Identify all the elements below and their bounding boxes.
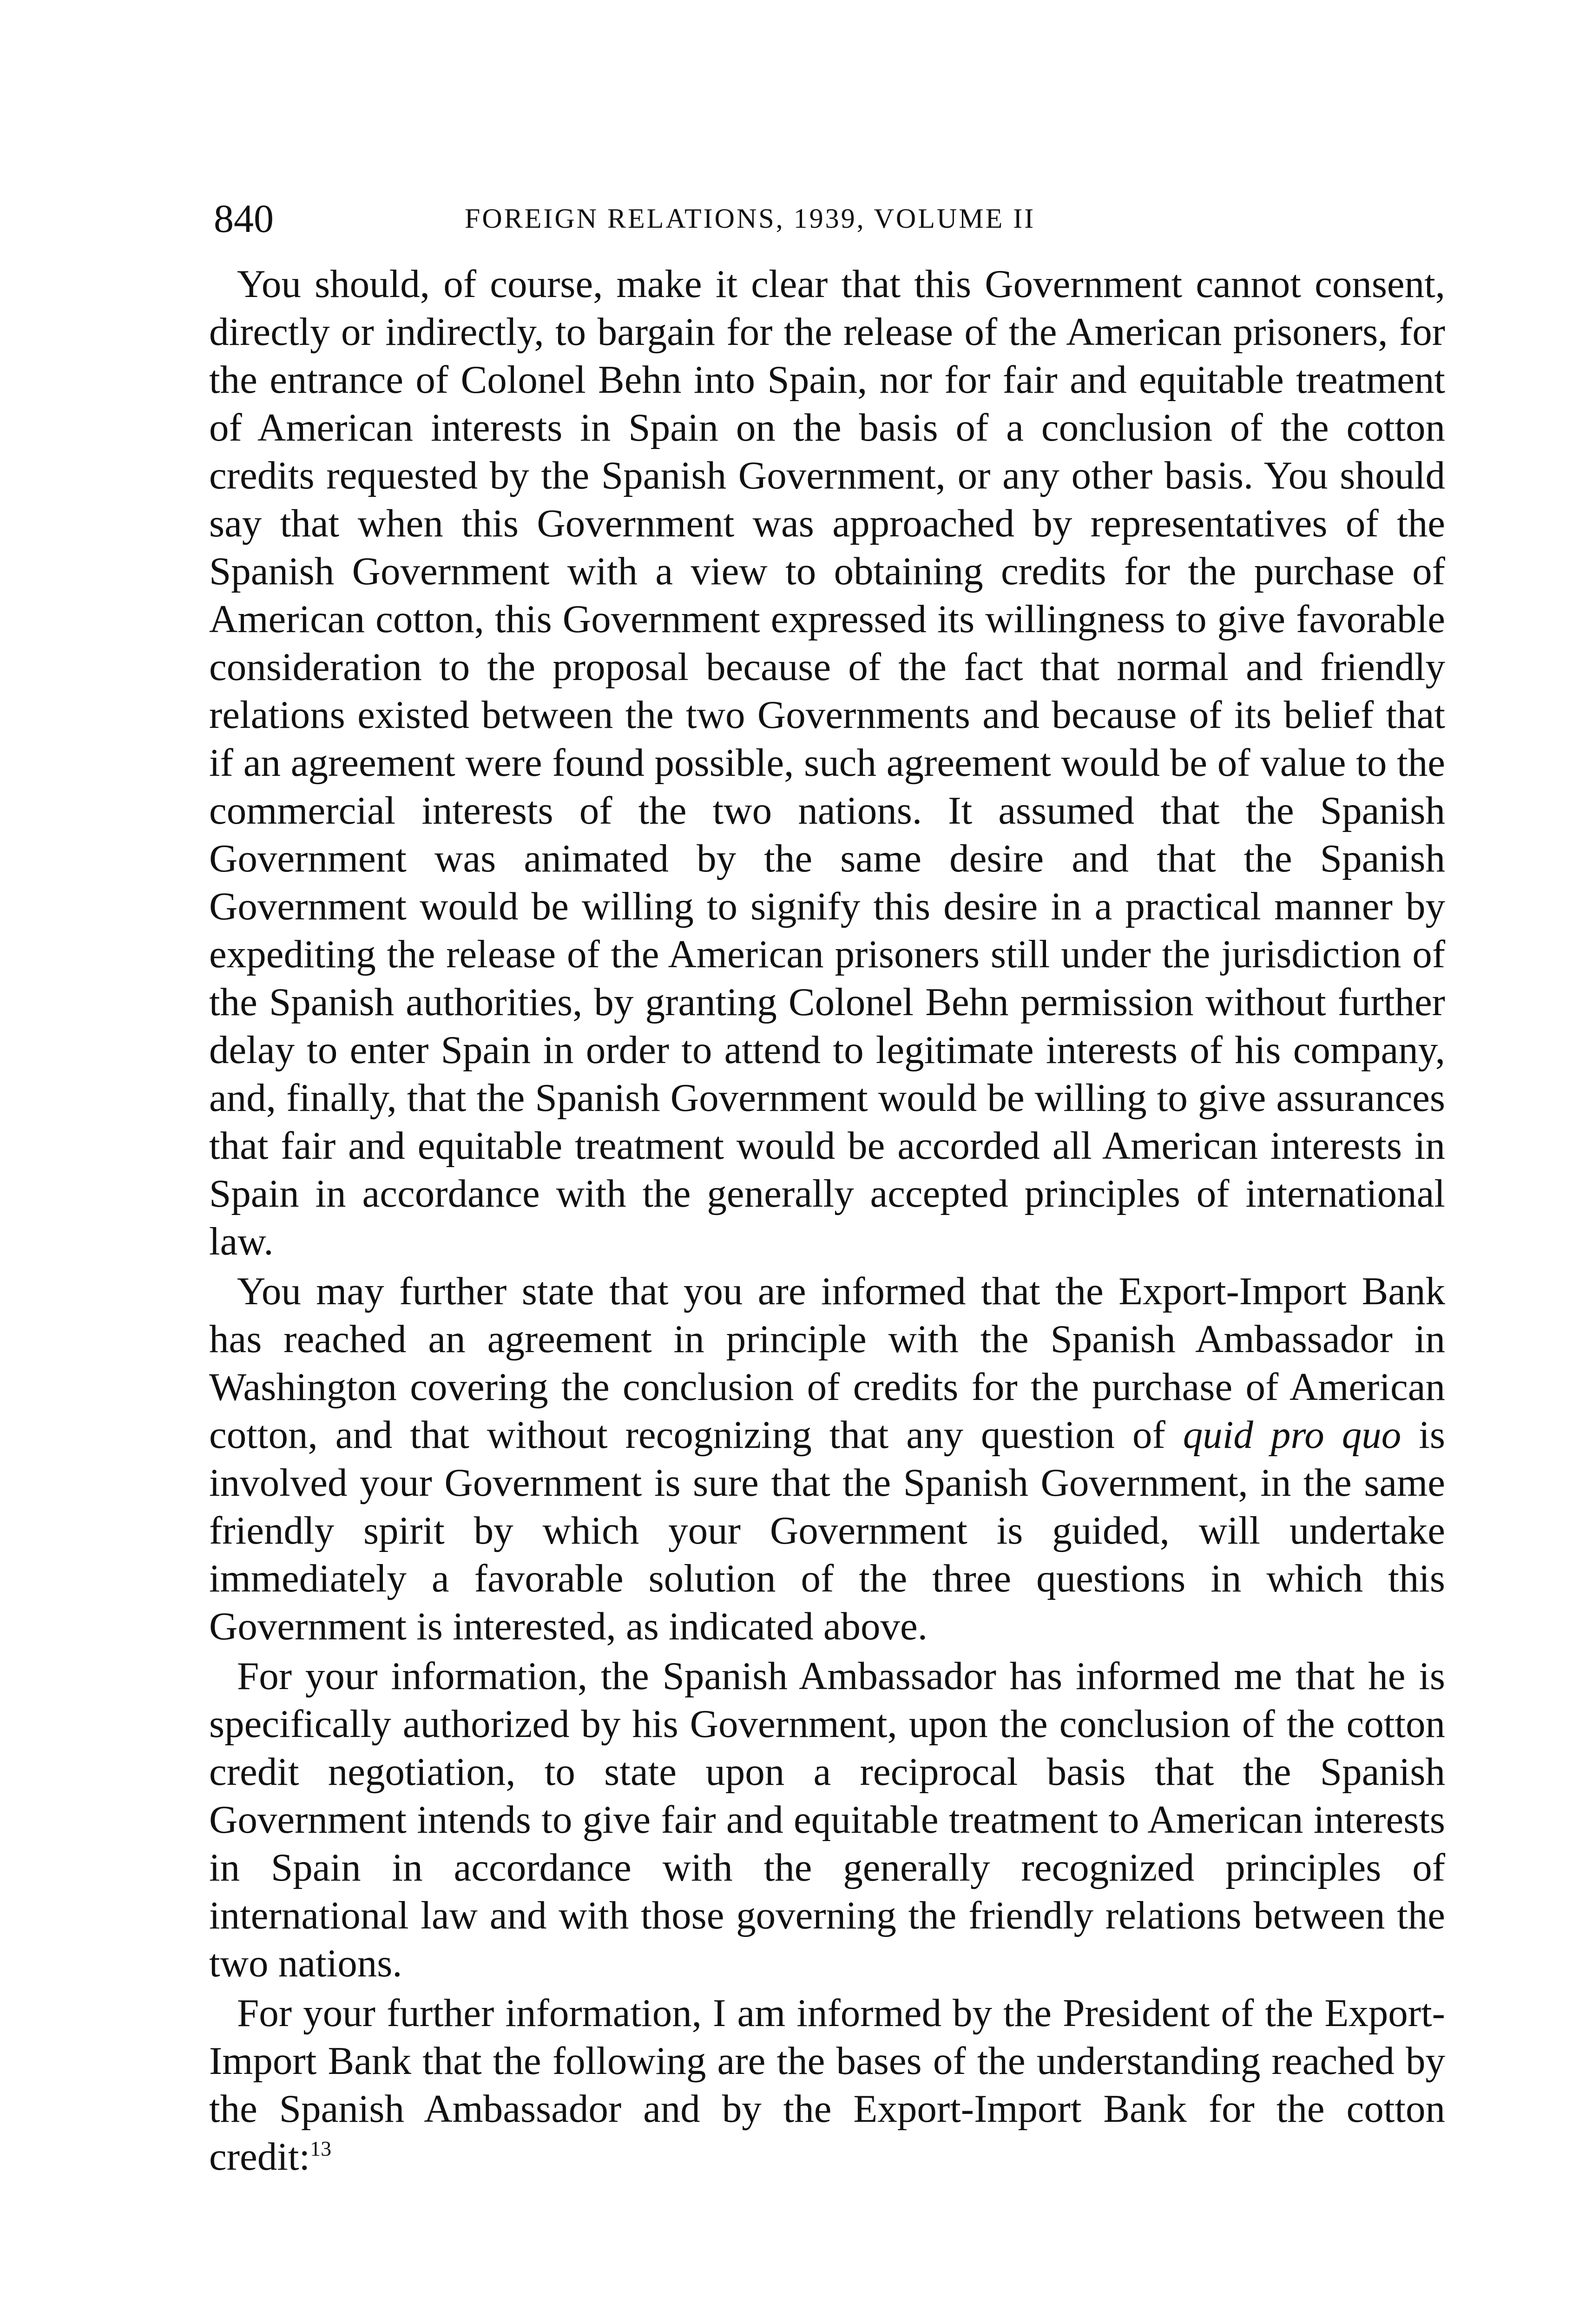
paragraph-1-text: You should, of course, make it clear that this Government cannot consent, directly or indirectly, to bargain for the release of the American prisoners, for the entrance of Colonel Behn into Spain, nor for fair and equitable treatment of American interests in Spain on the basis of a conclusion of the cotton credits requested by the Spanish Government, or any other basis. You should say that when this Government was approached by representatives of the Spanish Government with a view to obtaining credits for the purchase of American cotton, this Government expressed its willingness to give favorable consideration to the proposal because of the fact that normal and friendly relations existed between the two Governments and because of its belief that if an agreement were found possible, such agreement would be of value to the commercial interests of the two nations. It assumed that the Spanish Government was animated by the same desire and that the Spanish Government would be willing to signify this desire in a practical manner by expediting the release of the American prisoners still under the jurisdiction of the Spanish authorities, by granting Colonel Behn permission without further delay to enter Spain in order to attend to legitimate interests of his company, and, finally, that the Spanish Government would be willing to give assurances that fair and equitable treatment would be accorded all American interests in Spain in accordance with the generally accepted principles of international law. [209, 262, 1445, 1263]
body-text [209, 260, 1445, 2183]
running-title: FOREIGN RELATIONS, 1939, VOLUME II [465, 203, 1036, 234]
paragraph-4 [209, 1989, 1445, 2181]
paragraph-2-italic-phrase: quid pro quo [1183, 1413, 1401, 1457]
page-number: 840 [214, 196, 274, 241]
footnote-reference[interactable]: 13 [310, 2137, 332, 2160]
paragraph-2-text-start: You may further state that you are informed that the Export-Import Bank has reached an agreement in principle with the Spanish Ambassador in Washington covering the conclusion of credits for the purchase of American cotton, and that without recognizing that any question of [209, 1269, 1445, 1457]
paragraph-4-text: For your further information, I am informed by the President of the Export-Import Bank that the following are the bases of the understanding reached by the Spanish Ambassador and by the Export-Import Bank for the cotton credit: [209, 1991, 1445, 2179]
paragraph-1 [209, 260, 1445, 1266]
running-head [214, 186, 1445, 242]
paragraph-2 [209, 1268, 1445, 1651]
paragraph-3 [209, 1652, 1445, 1987]
paragraph-2-text-end: is involved your Government is sure that the Spanish Government, in the same friendly spirit by which your Government is guided, will undertake immediately a favorable solution of the three questions in which this Government is interested, as indicated above. [209, 1413, 1445, 1648]
paragraph-3-text: For your information, the Spanish Ambassador has informed me that he is specifically authorized by his Government, upon the conclusion of the cotton credit negotiation, to state upon a reciprocal basis that the Spanish Government intends to give fair and equitable treatment to American interests in Spain in accordance with the generally recognized principles of international law and with those governing the friendly relations between the two nations. [209, 1654, 1445, 1985]
